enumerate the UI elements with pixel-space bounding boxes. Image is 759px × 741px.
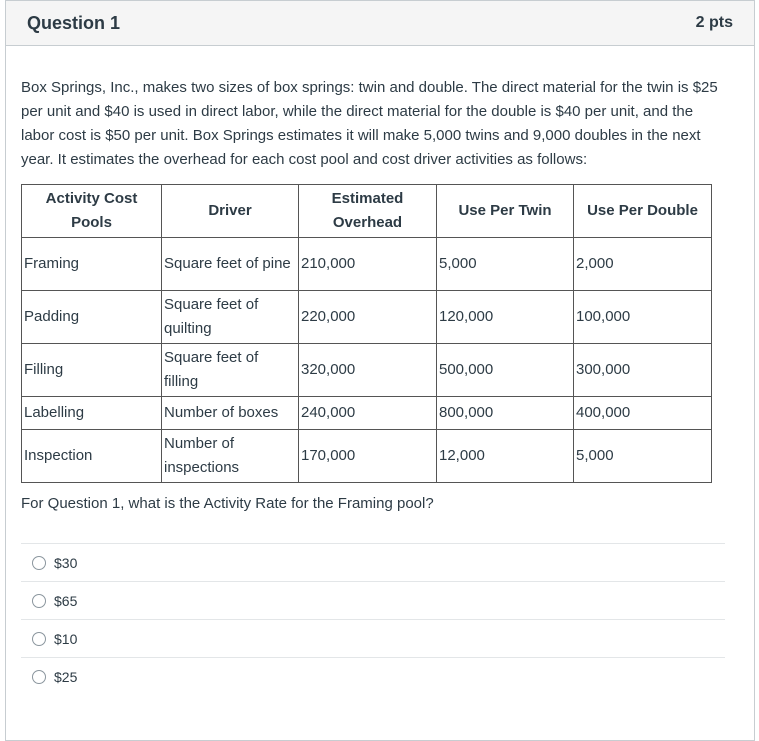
table-cell: 240,000 (299, 397, 437, 430)
table-cell: 12,000 (437, 430, 574, 483)
radio-button[interactable] (32, 670, 46, 684)
table-cell: 320,000 (299, 344, 437, 397)
table-cell: Number of inspections (162, 430, 299, 483)
answer-label: $65 (54, 593, 78, 609)
table-cell: 170,000 (299, 430, 437, 483)
table-cell: 100,000 (574, 291, 712, 344)
table-cell: 120,000 (437, 291, 574, 344)
table-cell: 5,000 (437, 238, 574, 291)
table-row (22, 430, 712, 483)
table-cell: 500,000 (437, 344, 574, 397)
table-cell: 800,000 (437, 397, 574, 430)
table-cell: Square feet of quilting (162, 291, 299, 344)
table-cell: Inspection (22, 430, 162, 483)
radio-button[interactable] (32, 594, 46, 608)
table-cell: Framing (22, 238, 162, 291)
table-cell: 220,000 (299, 291, 437, 344)
table-cell: Filling (22, 344, 162, 397)
answer-option[interactable] (21, 581, 725, 620)
answer-label: $25 (54, 669, 78, 685)
table-cell: 300,000 (574, 344, 712, 397)
question-header (6, 0, 754, 46)
table-row (22, 344, 712, 397)
answer-label: $30 (54, 555, 78, 571)
table-cell: Number of boxes (162, 397, 299, 430)
question-points: 2 pts (695, 14, 733, 31)
radio-button[interactable] (32, 632, 46, 646)
table-cell: Labelling (22, 397, 162, 430)
question-prompt: For Question 1, what is the Activity Rate for the Framing pool? (21, 495, 434, 512)
table-cell: Padding (22, 291, 162, 344)
question-title: Question 1 (27, 12, 121, 33)
table-row (22, 291, 712, 344)
radio-button[interactable] (32, 556, 46, 570)
table-row (22, 238, 712, 291)
table-cell: 210,000 (299, 238, 437, 291)
header-cell: Activity Cost Pools (22, 185, 162, 238)
table-cell: 5,000 (574, 430, 712, 483)
cost-pool-table (21, 184, 712, 483)
answer-option[interactable] (21, 543, 725, 582)
table-header-row (22, 185, 712, 238)
question-text: Box Springs, Inc., makes two sizes of box springs: twin and double. The direct material for the twin is $25 per unit and $40 is used in direct labor, while the direct material for the double is $40 per unit, and the labor cost is $50 per unit. Box Springs estimates it will make 5,000 twins and 9,000 doubles in the next year. It estimates the overhead for each cost pool and cost driver activities as follows: (21, 79, 718, 168)
table-cell: Square feet of pine (162, 238, 299, 291)
answer-option[interactable] (21, 619, 725, 658)
table-cell: Square feet of filling (162, 344, 299, 397)
table-row (22, 397, 712, 430)
table-cell: 400,000 (574, 397, 712, 430)
header-cell: Use Per Twin (437, 185, 574, 238)
answer-label: $10 (54, 631, 78, 647)
header-cell: Estimated Overhead (299, 185, 437, 238)
table-cell: 2,000 (574, 238, 712, 291)
answer-option[interactable] (21, 657, 725, 696)
header-cell: Use Per Double (574, 185, 712, 238)
header-cell: Driver (162, 185, 299, 238)
